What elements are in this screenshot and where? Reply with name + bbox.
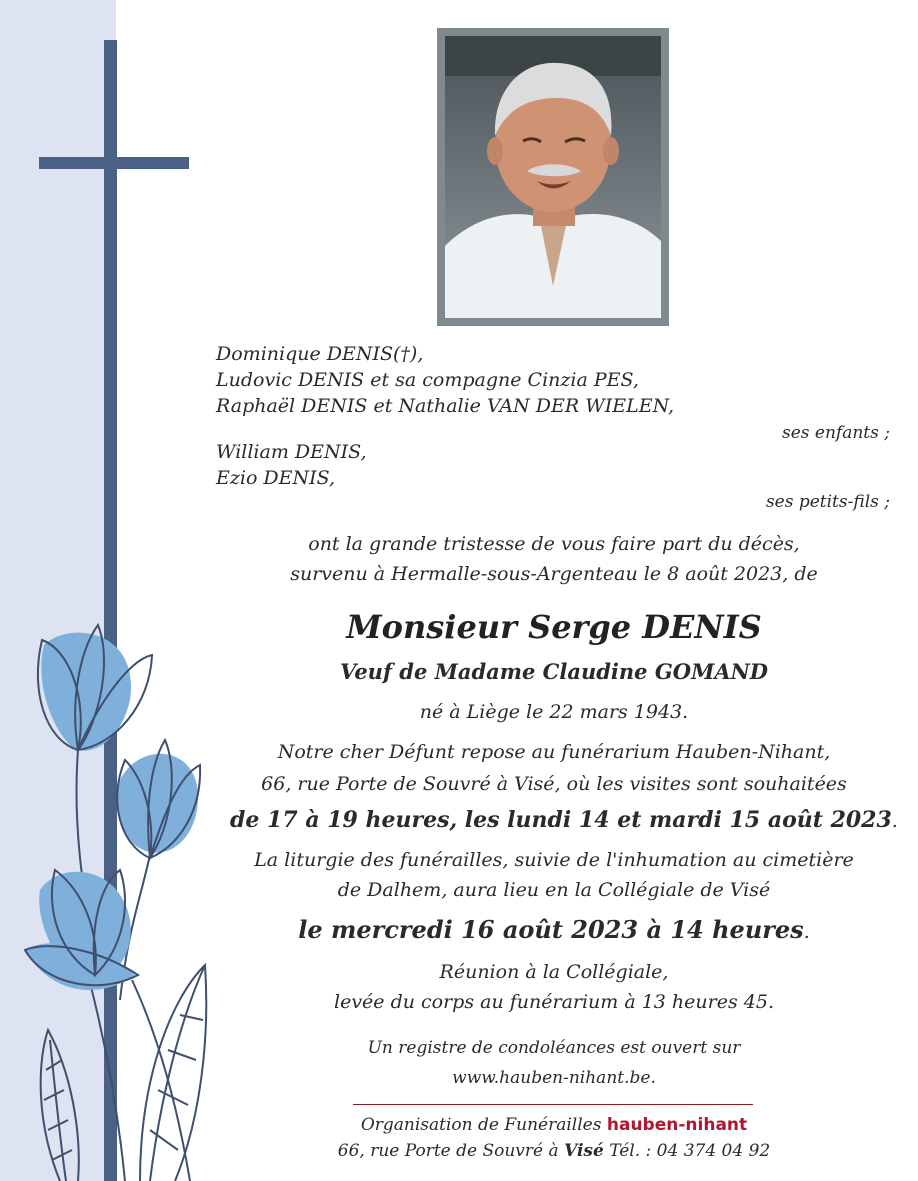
- funeral-date-end: .: [803, 921, 810, 943]
- footer-city: Visé: [564, 1141, 604, 1161]
- portrait-frame: [437, 28, 669, 326]
- portrait-photo: [445, 36, 661, 318]
- grandchild-1: William DENIS,: [216, 441, 367, 463]
- funeral-line-1: La liturgie des funérailles, suivie de l'inhumation au cimetière: [254, 849, 854, 871]
- funeral-line-2: de Dalhem, aura lieu en la Collégiale de Visé: [337, 879, 771, 901]
- footer-address-prefix: 66, rue Porte de Souvré à: [337, 1141, 559, 1161]
- tulip-top: [38, 625, 152, 751]
- brand-logo: hauben-nihant: [606, 1115, 748, 1135]
- child-1: Dominique DENIS(†),: [216, 343, 424, 365]
- children-label: ses enfants ;: [782, 423, 890, 443]
- portrait-image: [445, 36, 661, 318]
- meeting-line-2: levée du corps au funérarium à 13 heures 45.: [334, 991, 774, 1013]
- child-3: Raphaël DENIS et Nathalie VAN DER WIELEN,: [216, 395, 675, 417]
- footer-divider: [353, 1104, 753, 1105]
- widower-line: Veuf de Madame Claudine GOMAND: [339, 659, 769, 684]
- cross-and-tulips-decoration: [0, 0, 230, 1181]
- footer-org-line: [230, 1113, 878, 1137]
- condolences-line: Un registre de condoléances est ouvert sur: [367, 1038, 741, 1058]
- footer-org-prefix: Organisation de Funérailles: [360, 1115, 602, 1135]
- footer-phone: Tél. : 04 374 04 92: [609, 1141, 771, 1161]
- leaf-right: [140, 965, 206, 1181]
- announcement-line-1: ont la grande tristesse de vous faire part du décès,: [308, 533, 800, 555]
- tulip-right: [117, 740, 200, 858]
- leaf-left: [41, 1030, 79, 1181]
- deceased-name: Monsieur Serge DENIS: [346, 608, 762, 646]
- condolences-url[interactable]: www.hauben-nihant.be.: [452, 1068, 656, 1088]
- visitation-line-1: Notre cher Défunt repose au funérarium Hauben-Nihant,: [277, 741, 831, 763]
- visitation-hours-text: de 17 à 19 heures, les lundi 14 et mardi 15 août 2023: [230, 807, 892, 833]
- grandchildren-label: ses petits-fils ;: [765, 492, 890, 512]
- birth-line: né à Liège le 22 mars 1943.: [419, 701, 689, 723]
- funeral-date: [230, 915, 878, 944]
- announcement-line-2: survenu à Hermalle-sous-Argenteau le 8 août 2023, de: [290, 563, 818, 585]
- tulip-lower: [25, 870, 138, 990]
- child-2: Ludovic DENIS et sa compagne Cinzia PES,: [216, 369, 639, 391]
- meeting-line-1: Réunion à la Collégiale,: [439, 961, 669, 983]
- grandchild-2: Ezio DENIS,: [216, 467, 336, 489]
- visitation-hours-end: .: [891, 810, 898, 832]
- funeral-date-text: le mercredi 16 août 2023 à 14 heures: [298, 915, 804, 944]
- visitation-hours: [230, 807, 898, 833]
- footer-address-line: [230, 1139, 878, 1163]
- cross-horizontal: [39, 157, 189, 169]
- visitation-line-2: 66, rue Porte de Souvré à Visé, où les visites sont souhaitées: [261, 773, 847, 795]
- cross-vertical: [104, 40, 117, 1181]
